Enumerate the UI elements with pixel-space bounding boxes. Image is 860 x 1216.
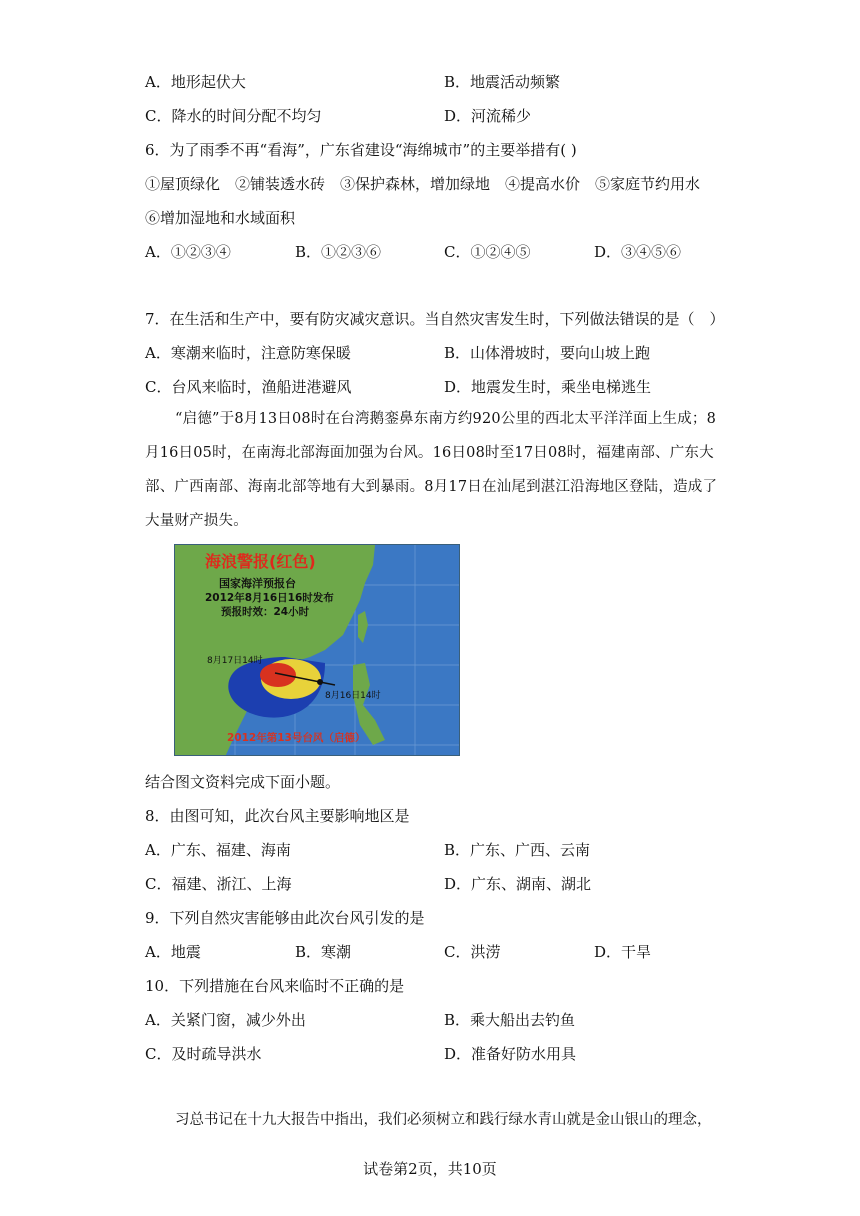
q8-option-c: C．福建、浙江、上海 xyxy=(145,875,292,893)
q8-option-b: B．广东、广西、云南 xyxy=(444,841,591,859)
map-svg xyxy=(175,545,460,756)
q9-option-d: D．干旱 xyxy=(594,943,652,961)
map-line2: 2012年8月16日16时发布 xyxy=(205,592,334,604)
map-caption: 2012年第13号台风（启德） xyxy=(227,732,366,744)
typhoon-passage: “启德”于8月13日08时在台湾鹅銮鼻东南方约920公里的西北太平洋洋面上生成；8月16日05时，在南海北部海面加强为台风。16日08时至17日08时，福建南部、广东大部、广西南部、海南北部等地有大到暴雨。8月17日在汕尾到湛江沿海地区登陆，造成了大量财产损失。 xyxy=(145,411,718,529)
q6-items-line2: ⑥增加湿地和水域面积 xyxy=(145,209,296,227)
q10-option-b: B．乘大船出去钓鱼 xyxy=(444,1011,576,1029)
q5-option-b: B．地震活动频繁 xyxy=(444,73,561,91)
q10-option-c: C．及时疏导洪水 xyxy=(145,1045,262,1063)
q6-option-d: D．③④⑤⑥ xyxy=(594,243,682,261)
q7-option-c: C．台风来临时，渔船进港避风 xyxy=(145,378,352,396)
q7-option-d: D．地震发生时，乘坐电梯逃生 xyxy=(444,378,652,396)
typhoon-warning-map xyxy=(174,544,460,756)
q8-option-d: D．广东、湖南、湖北 xyxy=(444,875,592,893)
closing-paragraph: 习总书记在十九大报告中指出，我们必须树立和践行绿水青山就是金山银山的理念， xyxy=(175,1112,712,1128)
intro-text: 结合图文资料完成下面小题。 xyxy=(145,773,341,791)
q6-option-c: C．①②④⑤ xyxy=(444,243,531,261)
q7-option-a: A．寒潮来临时，注意防寒保暖 xyxy=(145,344,351,362)
q5-option-a: A．地形起伏大 xyxy=(145,73,246,91)
q9-option-b: B．寒潮 xyxy=(295,943,352,961)
map-line1: 国家海洋预报台 xyxy=(219,577,296,590)
q10-option-a: A．关紧门窗，减少外出 xyxy=(145,1011,306,1029)
map-line3: 预报时效：24小时 xyxy=(221,606,310,618)
q9-stem: 9．下列自然灾害能够由此次台风引发的是 xyxy=(145,909,425,927)
q7-option-b: B．山体滑坡时，要向山坡上跑 xyxy=(444,344,651,362)
q5-option-c: C．降水的时间分配不均匀 xyxy=(145,107,322,125)
map-label-a: 8月17日14时 xyxy=(207,656,263,666)
q8-option-a: A．广东、福建、海南 xyxy=(145,841,291,859)
q9-option-c: C．洪涝 xyxy=(444,943,501,961)
map-label-b: 8月16日14时 xyxy=(325,691,381,701)
q8-stem: 8．由图可知，此次台风主要影响地区是 xyxy=(145,807,410,825)
q10-stem: 10．下列措施在台风来临时不正确的是 xyxy=(145,977,405,995)
q6-option-a: A．①②③④ xyxy=(145,243,231,261)
typhoon-position xyxy=(317,679,323,685)
map-title: 海浪警报(红色) xyxy=(205,552,316,571)
page-footer: 试卷第2页，共10页 xyxy=(363,1160,497,1178)
warning-zone-red xyxy=(260,663,296,687)
q7-stem: 7．在生活和生产中，要有防灾减灾意识。当自然灾害发生时，下列做法错误的是（ ） xyxy=(145,310,725,328)
q6-items-line1: ①屋顶绿化 ②铺装透水砖 ③保护森林，增加绿地 ④提高水价 ⑤家庭节约用水 xyxy=(145,175,701,193)
q10-option-d: D．准备好防水用具 xyxy=(444,1045,577,1063)
q5-option-d: D．河流稀少 xyxy=(444,107,532,125)
q9-option-a: A．地震 xyxy=(145,943,201,961)
q6-option-b: B．①②③⑥ xyxy=(295,243,382,261)
q6-stem: 6．为了雨季不再“看海”，广东省建设“海绵城市”的主要举措有( ) xyxy=(145,141,577,159)
